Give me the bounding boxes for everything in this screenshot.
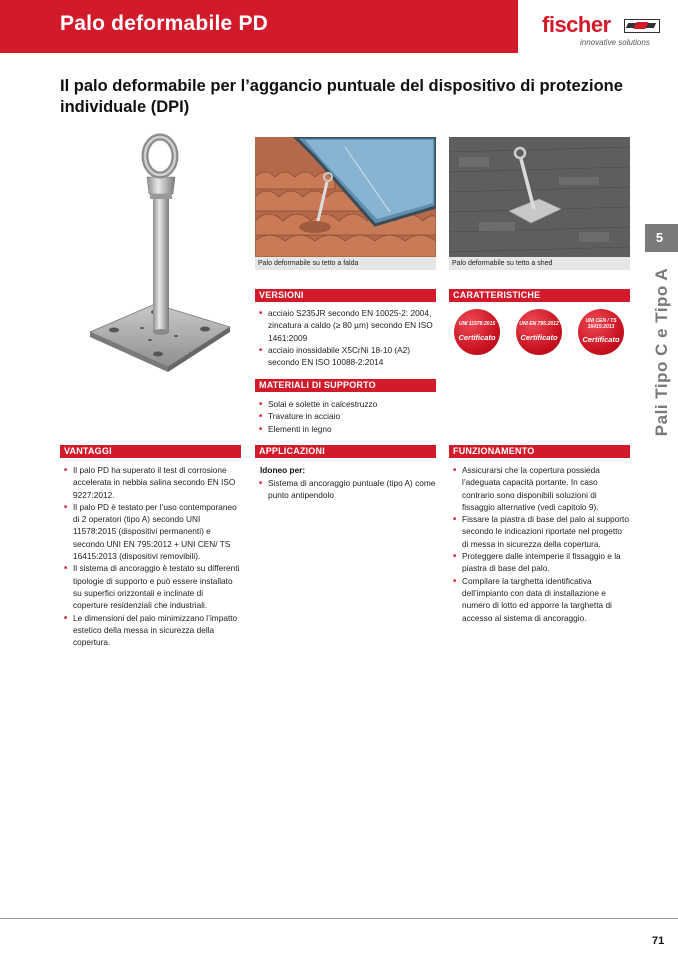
badge-standard: UNI 11578:2015: [458, 321, 496, 327]
badge-standard: UNI CEN / TS 16415:2013: [585, 318, 617, 330]
logo-wordmark: fischer: [542, 12, 611, 37]
list-item: ■ acciaio S235JR secondo EN 10025-2: 2004, zincatura a caldo (≥ 80 µm) secondo EN ISO 1461:2009: [259, 307, 437, 344]
chapter-side-label: Pali Tipo C e Tipo A: [652, 267, 671, 437]
header-bar: [0, 0, 518, 53]
certificate-badge: [516, 309, 562, 355]
list-item: ■ Proteggere dalle intemperie il fissaggio e la piastra di base del palo.: [453, 550, 629, 575]
list-item: ■ Compilare la targhetta identificativa dell’impianto con data di installazione e numero di lotto ed apporre la targhetta di accesso al sistema di ancoraggio.: [453, 575, 629, 624]
list-item: ■ acciaio inossidabile X5CrNi 18-10 (A2) secondo EN ISO 10088-2:2014: [259, 344, 437, 369]
list-item: ■ Le dimensioni del palo minimizzano l’impatto estetico della messa in sicurezza della copertura.: [64, 612, 240, 649]
footer-rule: [0, 918, 678, 919]
list-item: ■ Il palo PD è testato per l’uso contemporaneo di 2 operatori (tipo A) secondo UNI 11578:2015 (dispositivi permanenti) e secondo UNI EN 795:2012 + UNI CEN/ TS 16415:2013 (dispositivi removibili).: [64, 501, 240, 562]
funzionamento-list: [453, 464, 629, 624]
vantaggi-list: [64, 464, 240, 648]
product-image: [80, 132, 240, 432]
list-item: ■ Elementi in legno: [259, 423, 437, 435]
list-item: ■ Travature in acciaio: [259, 410, 437, 422]
applicazioni-heading: APPLICAZIONI: [255, 445, 436, 458]
caption-tetto-a-falda: Palo deformabile su tetto a falda: [255, 257, 436, 270]
photo-tetto-a-falda: [255, 137, 436, 257]
logo-tagline: innovative solutions: [580, 38, 650, 47]
applicazioni-list: [259, 477, 437, 502]
page-number: 71: [652, 935, 665, 947]
badge-standard: UNI EN 795:2012: [519, 321, 559, 327]
badge-label: Certificato: [458, 333, 496, 342]
versioni-list: [259, 307, 437, 368]
caratteristiche-heading: CARATTERISTICHE: [449, 289, 630, 302]
vantaggi-heading: VANTAGGI: [60, 445, 241, 458]
list-item: ■ Il sistema di ancoraggio è testato su differenti tipologie di supporto e può essere installato su superfici orizzontali e inclinate di coperture residenziali che industriali.: [64, 562, 240, 611]
certificate-badge: [454, 309, 500, 355]
list-item: ■ Sistema di ancoraggio puntuale (tipo A) come punto antipendolo: [259, 477, 437, 502]
list-item: ■ Il palo PD ha superato il test di corrosione accelerata in nebbia salina secondo EN ISO 9227:2012.: [64, 464, 240, 501]
list-item: ■ Assicurarsi che la copertura possieda l’adeguata capacità portante. In caso contrario sono disponibili soluzioni di fissaggio alternative (vedi capitolo 9).: [453, 464, 629, 513]
funzionamento-heading: FUNZIONAMENTO: [449, 445, 630, 458]
list-item: ■ Solai e solette in calcestruzzo: [259, 398, 437, 410]
caption-tetto-a-shed: Palo deformabile su tetto a shed: [449, 257, 630, 270]
materiali-list: [259, 398, 437, 435]
chapter-number: 5: [645, 224, 678, 252]
badge-label: Certificato: [520, 333, 558, 342]
header-title: Palo deformabile PD: [60, 12, 269, 35]
applicazioni-lead: Idoneo per:: [260, 465, 306, 475]
materiali-heading: MATERIALI DI SUPPORTO: [255, 379, 436, 392]
versioni-heading: VERSIONI: [255, 289, 436, 302]
list-item: ■ Fissare la piastra di base del palo al supporto secondo le indicazioni riportate nel progetto di messa in sicurezza della copertura.: [453, 513, 629, 550]
photo-tetto-a-shed: [449, 137, 630, 257]
logo-flag-icon: [624, 19, 660, 33]
fischer-logo: [540, 12, 665, 52]
certificate-badge: [578, 309, 624, 355]
badge-label: Certificato: [582, 335, 620, 344]
main-title: Il palo deformabile per l’aggancio puntuale del dispositivo di protezione individuale (DPI): [60, 77, 623, 116]
